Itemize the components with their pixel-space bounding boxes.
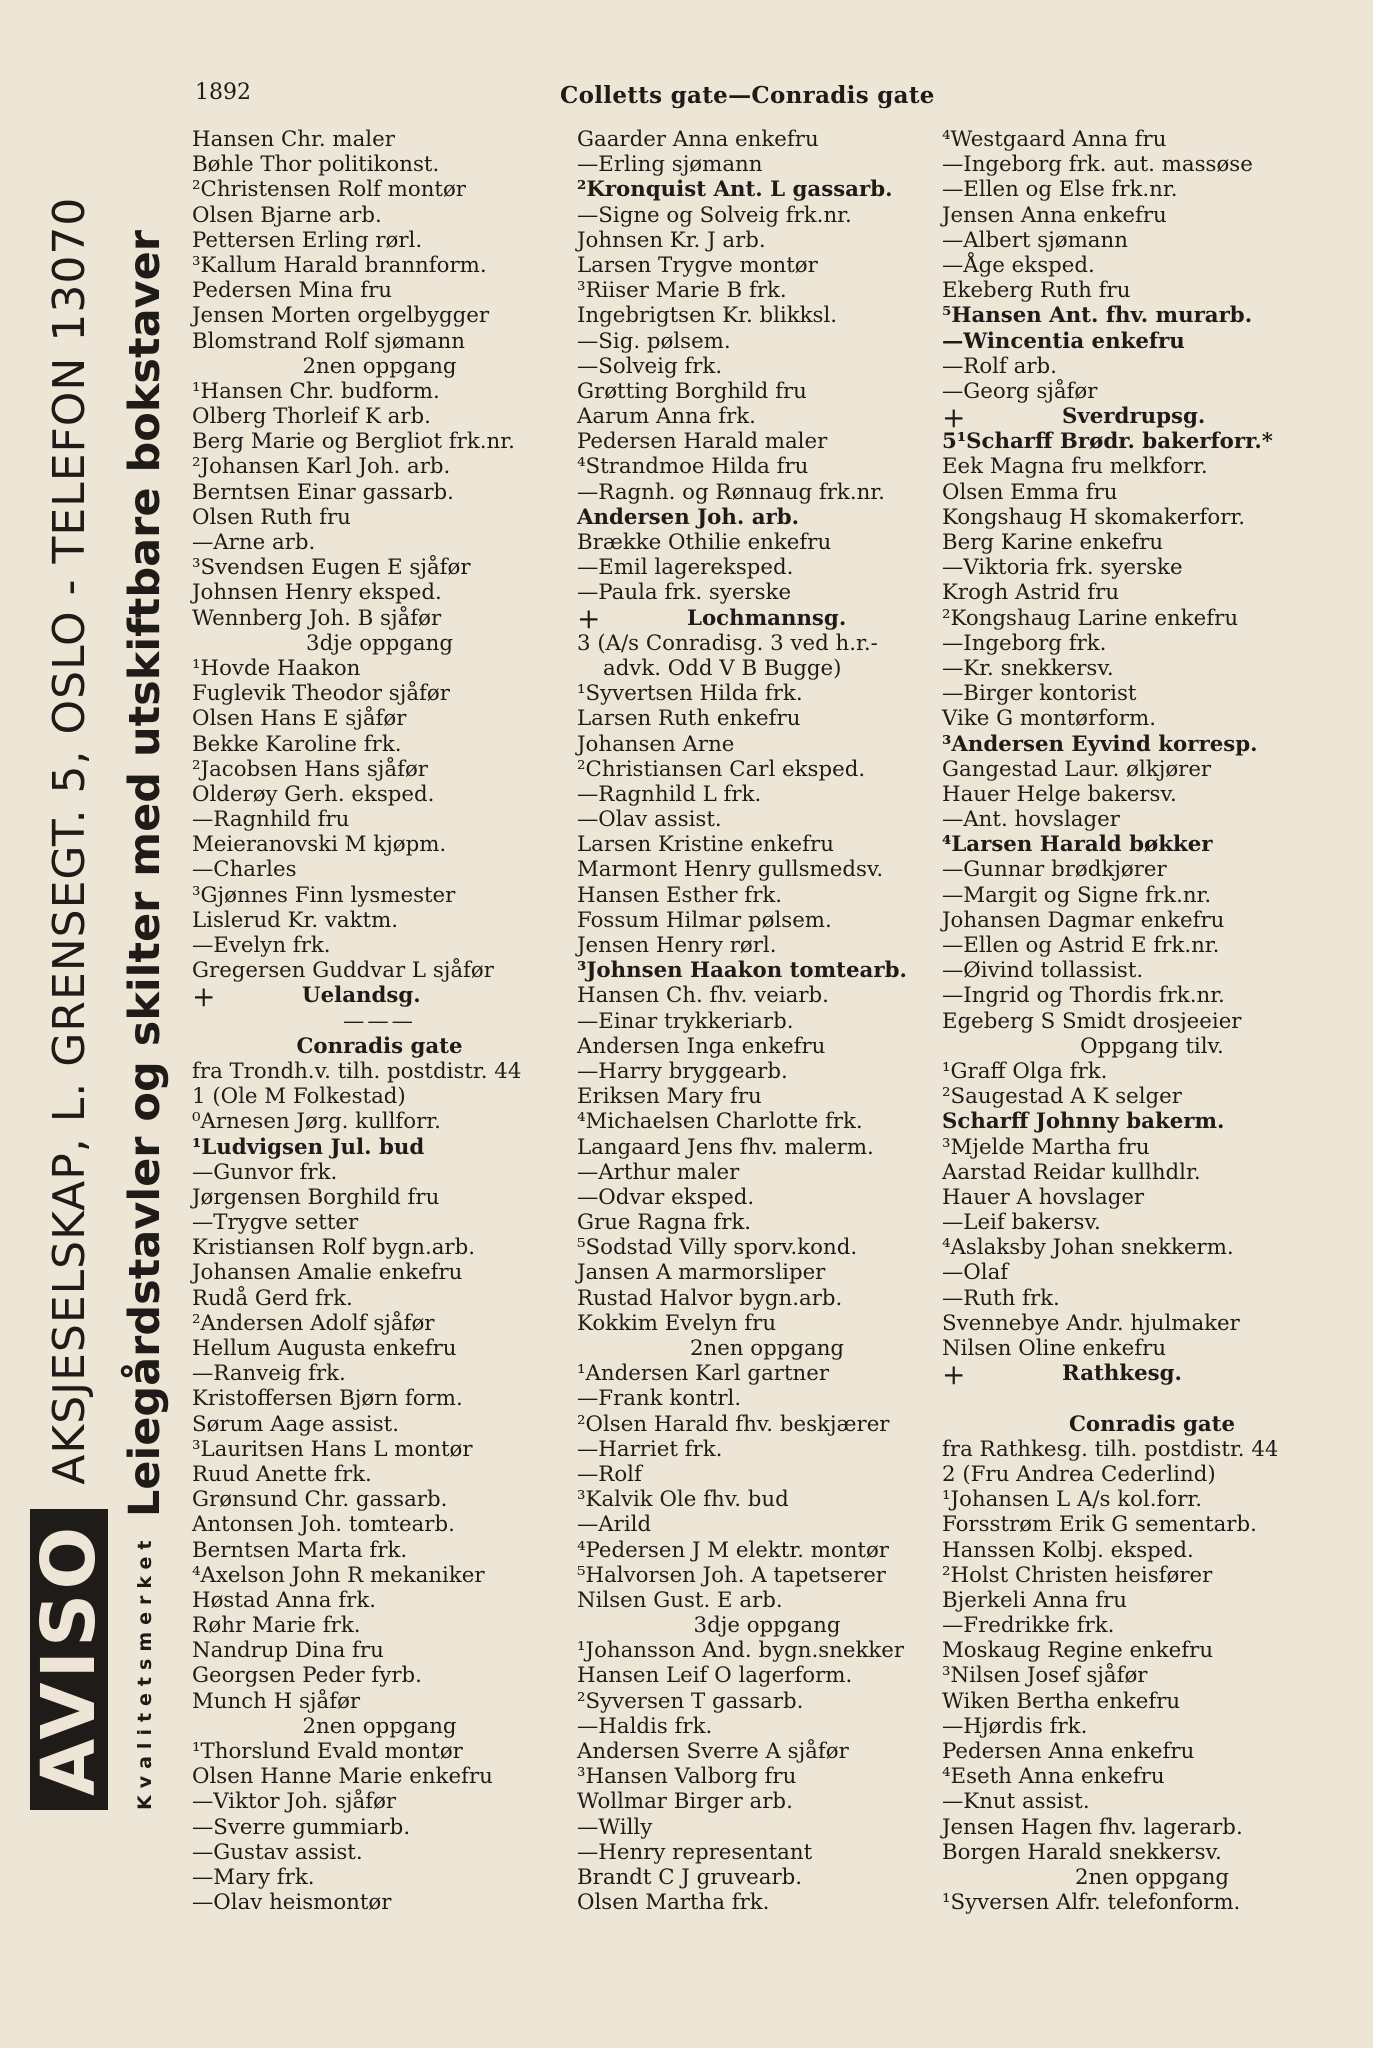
street-heading: Conradis gate [1068,1411,1236,1437]
resident-entry: ¹Thorslund Evald montør [192,1739,463,1764]
resident-entry: Grøtting Borghild fru [577,378,807,404]
resident-entry: fra Rathkesg. tilh. postdistr. 44 [942,1436,1279,1462]
resident-entry: Wollmar Birger arb. [577,1789,793,1815]
resident-entry: —Emil lagereksped. [577,555,794,581]
resident-entry: Kristoffersen Bjørn form. [192,1386,463,1412]
resident-entry: —Fredrikke frk. [942,1613,1115,1639]
resident-entry: —Knut assist. [942,1789,1090,1815]
resident-entry: Gangestad Laur. ølkjører [942,756,1212,782]
stairway-heading: 3dje oppgang [693,1613,841,1639]
resident-entry: Eek Magna fru melkforr. [942,454,1208,480]
resident-entry: Pettersen Erling rørl. [192,227,423,253]
resident-entry: —Signe og Solveig frk.nr. [577,202,852,228]
resident-entry: Grue Ragna frk. [577,1210,752,1236]
resident-entry: ¹Johansson And. bygn.snekker [577,1638,905,1664]
resident-entry: Jensen Henry rørl. [577,933,777,958]
resident-entry: Gregersen Guddvar L sjåfør [192,958,494,984]
cross-mark-icon: + [192,980,216,1014]
resident-entry: Nilsen Oline enkefru [942,1336,1167,1361]
resident-entry: Munch H sjåfør [192,1688,361,1714]
resident-entry: —Leif bakersv. [942,1210,1101,1236]
resident-entry: fra Trondh.v. tilh. postdistr. 44 [192,1058,522,1084]
resident-entry: Berntsen Marta frk. [192,1537,408,1563]
resident-entry: Olsen Hanne Marie enkefru [192,1764,493,1790]
stairway-heading: 2nen oppgang [689,1336,845,1361]
resident-entry: Jensen Morten orgelbygger [192,303,490,329]
resident-entry: ²Syversen T gassarb. [577,1688,804,1714]
resident-entry: ¹Johansen L A/s kol.forr. [942,1487,1203,1513]
resident-entry: Pedersen Anna enkefru [942,1739,1195,1764]
directory-column-1 [192,127,567,1915]
resident-entry: ⁴Aslaksby Johan snekkerm. [942,1235,1234,1261]
resident-entry: Røhr Marie frk. [192,1613,361,1639]
resident-entry: ³Johnsen Haakon tomtearb. [577,958,907,984]
resident-entry: Moskaug Regine enkefru [942,1638,1214,1664]
street-crossing [192,980,567,1014]
resident-entry: —Henry representant [577,1839,813,1865]
resident-entry: —Rolf [577,1461,642,1487]
cross-mark-icon: + [577,602,601,636]
resident-entry: —Arild [577,1512,652,1538]
resident-entry: ⁵Hansen Ant. fhv. murarb. [942,303,1253,329]
street-name: Sverdrupsg. [1062,404,1206,430]
resident-entry: —Ragnhild fru [192,807,350,833]
resident-entry: Kokkim Evelyn fru [577,1310,777,1336]
resident-entry: —Harry bryggearb. [577,1058,788,1084]
resident-entry: Vike G montørform. [942,706,1157,732]
resident-entry: —Mary frk. [192,1864,315,1890]
resident-entry: Olsen Martha frk. [577,1890,770,1916]
resident-entry: Berntsen Einar gassarb. [192,479,454,505]
resident-entry: Meieranovski M kjøpm. [192,832,447,858]
resident-entry: Wiken Bertha enkefru [942,1688,1181,1714]
resident-entry: —Ingeborg frk. aut. massøse [942,152,1253,178]
resident-entry: Gaarder Anna enkefru [577,127,819,152]
resident-entry: Larsen Ruth enkefru [577,706,801,732]
resident-entry: —Øivind tollassist. [942,958,1144,984]
resident-entry: —Ingrid og Thordis frk.nr. [942,983,1225,1009]
resident-entry: Egeberg S Smidt drosjeeier [942,1008,1242,1034]
resident-entry: —Margit og Signe frk.nr. [942,882,1212,908]
directory-column-3 [942,127,1362,1915]
resident-entry: —Evelyn frk. [192,933,331,958]
resident-entry: —Charles [192,857,297,883]
resident-entry: ²Christensen Rolf montør [192,177,466,203]
resident-entry: ⁴Strandmoe Hilda fru [577,454,809,480]
resident-entry: ⁴Eseth Anna enkefru [942,1764,1165,1790]
resident-entry: ⁵Halvorsen Joh. A tapetserer [577,1562,886,1588]
resident-entry: ⁴Larsen Harald bøkker [942,832,1213,858]
resident-entry: ³Svendsen Eugen E sjåfør [192,555,471,581]
resident-entry: ²Saugestad A K selger [942,1084,1182,1110]
resident-entry: Bjerkeli Anna fru [942,1587,1127,1613]
resident-entry: Andersen Inga enkefru [577,1033,826,1059]
resident-entry: Fossum Hilmar pølsem. [577,907,832,933]
resident-entry: Olsen Ruth fru [192,504,351,530]
resident-entry: ¹Syvertsen Hilda frk. [577,681,803,707]
resident-entry: —Erling sjømann [577,152,763,178]
resident-entry: —Haldis frk. [577,1713,713,1739]
resident-entry: —Olav heismontør [192,1890,392,1916]
resident-entry: —Frank kontrl. [577,1386,742,1412]
resident-entry: Rustad Halvor bygn.arb. [577,1285,843,1311]
resident-entry: ²Kongshaug Larine enkefru [942,605,1239,631]
advertiser-slogan: Leiegårdstavler og skilter med utskiftbare bokstaver [120,230,170,1518]
cross-mark-icon: + [942,400,966,434]
resident-entry: Jansen A marmorsliper [577,1260,826,1286]
resident-entry: —Georg sjåfør [942,378,1098,404]
cross-mark-icon: + [942,1358,966,1392]
resident-entry: —Solveig frk. [577,353,723,379]
resident-entry: Langaard Jens fhv. malerm. [577,1134,874,1160]
resident-entry: —Trygve setter [192,1210,359,1236]
resident-entry: —Paula frk. syerske [577,580,792,606]
stairway-heading: 2nen oppgang [1074,1864,1230,1890]
resident-entry: Antonsen Joh. tomtearb. [192,1512,455,1538]
advertiser-tagline: Kvalitetsmerket [134,1533,156,1810]
resident-entry: —Viktor Joh. sjåfør [192,1789,397,1815]
resident-entry: —Olaf [942,1260,1009,1286]
resident-entry: Pedersen Mina fru [192,278,392,304]
resident-entry: Jensen Anna enkefru [942,202,1167,228]
resident-entry: —Willy [577,1814,653,1840]
resident-entry: Bekke Karoline frk. [192,731,402,757]
resident-entry: Larsen Trygve montør [577,252,818,278]
resident-entry: ²Andersen Adolf sjåfør [192,1310,435,1336]
resident-entry: —Viktoria frk. syerske [942,555,1183,581]
resident-entry: ²Johansen Karl Joh. arb. [192,454,451,480]
resident-entry: —Arne arb. [192,530,316,555]
resident-entry: Hansen Chr. maler [192,127,395,152]
resident-entry: —Rolf arb. [942,353,1057,379]
resident-entry: ¹Hovde Haakon [192,655,361,681]
section-divider: ——— [343,1008,416,1034]
resident-entry: ⁴Pedersen J M elektr. montør [577,1537,889,1563]
resident-entry: ³Mjelde Martha fru [942,1134,1150,1160]
resident-entry: Ruud Anette frk. [192,1461,372,1487]
resident-entry: —Ranveig frk. [192,1361,346,1387]
resident-entry: —Albert sjømann [942,227,1128,253]
resident-entry: Andersen Joh. arb. [577,504,800,530]
resident-entry: —Ant. hovslager [942,807,1120,833]
resident-entry: Hansen Leif O lagerform. [577,1663,853,1689]
resident-entry: Johnsen Henry eksped. [192,580,442,606]
resident-entry: —Hjørdis frk. [942,1713,1088,1739]
side-advertisement [26,196,180,1810]
resident-entry: Hansen Ch. fhv. veiarb. [577,983,829,1009]
resident-entry: —Birger kontorist [942,681,1137,707]
directory-column-2 [577,127,957,1915]
resident-entry: ¹Ludvigsen Jul. bud [192,1134,425,1160]
resident-entry: Høstad Anna frk. [192,1587,376,1613]
resident-entry: —Einar trykkeriarb. [577,1008,794,1034]
resident-entry: ²Olsen Harald fhv. beskjærer [577,1411,890,1437]
stairway-heading: Oppgang tilv. [1080,1033,1224,1059]
stairway-heading: 2nen oppgang [302,353,457,379]
resident-entry: Johansen Amalie enkefru [192,1260,463,1286]
resident-entry: Larsen Kristine enkefru [577,832,834,858]
resident-entry: Fuglevik Theodor sjåfør [192,681,450,707]
resident-entry: —Ellen og Astrid E frk.nr. [942,933,1220,958]
resident-entry: —Sverre gummiarb. [192,1814,411,1840]
resident-entry: —Odvar eksped. [577,1184,755,1210]
resident-entry: ²Kronquist Ant. L gassarb. [577,177,893,203]
resident-entry: Andersen Sverre A sjåfør [577,1739,849,1764]
resident-entry: Brække Othilie enkefru [577,530,832,555]
resident-entry: Lislerud Kr. vaktm. [192,907,399,933]
resident-entry: —Gunvor frk. [192,1159,338,1185]
street-heading: Conradis gate [296,1033,463,1059]
resident-entry: ³Andersen Eyvind korresp. [942,731,1258,757]
resident-entry: ⁵Sodstad Villy sporv.kond. [577,1235,858,1261]
resident-entry: 3 (A/s Conradisg. 3 ved h.r.- [577,630,878,656]
resident-entry: —Gustav assist. [192,1839,363,1865]
resident-entry: Grønsund Chr. gassarb. [192,1487,448,1513]
resident-entry: Aarstad Reidar kullhdlr. [942,1159,1201,1185]
resident-entry: ⁴Westgaard Anna fru [942,127,1167,152]
resident-entry: 5¹Scharff Brødr. bakerforr.* [942,429,1273,455]
resident-entry: Eriksen Mary fru [577,1084,762,1110]
resident-entry: Kongshaug H skomakerforr. [942,504,1246,530]
street-crossing [942,400,1362,434]
resident-entry: —Harriet frk. [577,1436,723,1462]
resident-entry: Berg Karine enkefru [942,530,1164,555]
resident-entry: Olderøy Gerh. eksped. [192,781,435,807]
stairway-heading: 2nen oppgang [302,1713,457,1739]
resident-entry: Wennberg Joh. B sjåfør [192,605,442,631]
resident-entry: —Gunnar brødkjører [942,857,1167,883]
resident-entry: Rudå Gerd frk. [192,1285,353,1311]
resident-entry: —Åge eksped. [942,252,1095,278]
resident-entry: Hauer A hovslager [942,1184,1145,1210]
resident-entry: ³Gjønnes Finn lysmester [192,882,456,908]
resident-entry: ²Holst Christen heisfører [942,1562,1213,1588]
page-number: 1892 [195,80,251,105]
street-name: Rathkesg. [1062,1361,1182,1387]
resident-entry: —Sig. pølsem. [577,328,731,354]
spacer [942,1386,1362,1411]
resident-entry: ³Kalvik Ole fhv. bud [577,1487,789,1513]
street-crossing [942,1358,1362,1392]
resident-entry: —Ellen og Else frk.nr. [942,177,1178,203]
resident-entry: ³Hansen Valborg fru [577,1764,797,1790]
resident-entry: Sørum Aage assist. [192,1411,399,1437]
resident-entry: ¹Syversen Alfr. telefonform. [942,1890,1241,1916]
resident-entry: Nilsen Gust. E arb. [577,1587,783,1613]
resident-entry: ¹Hansen Chr. budform. [192,378,440,404]
resident-entry: ³Kallum Harald brannform. [192,252,487,278]
resident-entry: Johansen Arne [577,731,735,757]
resident-entry: Bøhle Thor politikonst. [192,152,440,178]
aviso-logo: AVISO [30,1509,108,1810]
resident-entry: Borgen Harald snekkersv. [942,1839,1222,1865]
resident-entry: —Ruth frk. [942,1285,1060,1311]
resident-entry: Ingebrigtsen Kr. blikksl. [577,303,838,329]
resident-entry: ¹Graff Olga frk. [942,1058,1108,1084]
resident-entry: Hellum Augusta enkefru [192,1336,457,1361]
resident-entry: ³Nilsen Josef sjåfør [942,1663,1148,1689]
resident-entry: Johnsen Kr. J arb. [577,227,766,253]
resident-entry: Olsen Bjarne arb. [192,202,382,228]
resident-entry: Berg Marie og Bergliot frk.nr. [192,429,515,455]
resident-entry: —Ragnhild L frk. [577,781,762,807]
resident-entry: Olsen Emma fru [942,479,1118,505]
resident-entry: Hanssen Kolbj. eksped. [942,1537,1194,1563]
resident-entry: advk. Odd V B Bugge) [603,655,842,681]
resident-entry: Olberg Thorleif K arb. [192,404,431,430]
resident-entry: Pedersen Harald maler [577,429,828,455]
resident-entry: ²Christiansen Carl eksped. [577,756,866,782]
resident-entry: Scharff Johnny bakerm. [942,1109,1225,1135]
street-crossing [577,602,957,636]
resident-entry: Georgsen Peder fyrb. [192,1663,422,1689]
running-title: Colletts gate—Conradis gate [560,82,935,109]
resident-entry: —Olav assist. [577,807,722,833]
resident-entry: Brandt C J gruvearb. [577,1864,803,1890]
resident-entry: Ekeberg Ruth fru [942,278,1131,304]
resident-entry: ³Lauritsen Hans L montør [192,1436,473,1462]
resident-entry: Hansen Esther frk. [577,882,783,908]
resident-entry: Jørgensen Borghild fru [192,1184,440,1210]
resident-entry: ³Riiser Marie B frk. [577,278,787,304]
resident-entry: —Ragnh. og Rønnaug frk.nr. [577,479,885,505]
resident-entry: —Wincentia enkefru [942,328,1185,354]
resident-entry: —Arthur maler [577,1159,740,1185]
resident-entry: Hauer Helge bakersv. [942,781,1177,807]
advertiser-address: AKSJESELSKAP, L. GRENSEGT. 5, OSLO - TELEFON 13070 [43,196,95,1485]
resident-entry: Kristiansen Rolf bygn.arb. [192,1235,476,1261]
resident-entry: Jensen Hagen fhv. lagerarb. [942,1814,1243,1840]
street-name: Uelandsg. [302,983,421,1009]
street-name: Lochmannsg. [687,605,847,631]
resident-entry: 1 (Ole M Folkestad) [192,1084,406,1110]
resident-entry: —Ingeborg frk. [942,630,1107,656]
resident-entry: Nandrup Dina fru [192,1638,384,1664]
resident-entry: ⁴Axelson John R mekaniker [192,1562,485,1588]
resident-entry: Marmont Henry gullsmedsv. [577,857,884,883]
resident-entry: 2 (Fru Andrea Cederlind) [942,1461,1216,1487]
resident-entry: —Kr. snekkersv. [942,655,1114,681]
resident-entry: ⁴Michaelsen Charlotte frk. [577,1109,863,1135]
resident-entry: Svennebye Andr. hjulmaker [942,1310,1240,1336]
resident-entry: ¹Andersen Karl gartner [577,1361,830,1387]
resident-entry: Blomstrand Rolf sjømann [192,328,465,354]
resident-entry: Krogh Astrid fru [942,580,1120,606]
resident-entry: Olsen Hans E sjåfør [192,706,407,732]
resident-entry: Johansen Dagmar enkefru [942,907,1225,933]
resident-entry: ⁰Arnesen Jørg. kullforr. [192,1109,441,1135]
resident-entry: ²Jacobsen Hans sjåfør [192,756,428,782]
resident-entry: Forsstrøm Erik G sementarb. [942,1512,1257,1538]
resident-entry: Aarum Anna frk. [577,404,756,430]
stairway-heading: 3dje oppgang [306,630,453,656]
